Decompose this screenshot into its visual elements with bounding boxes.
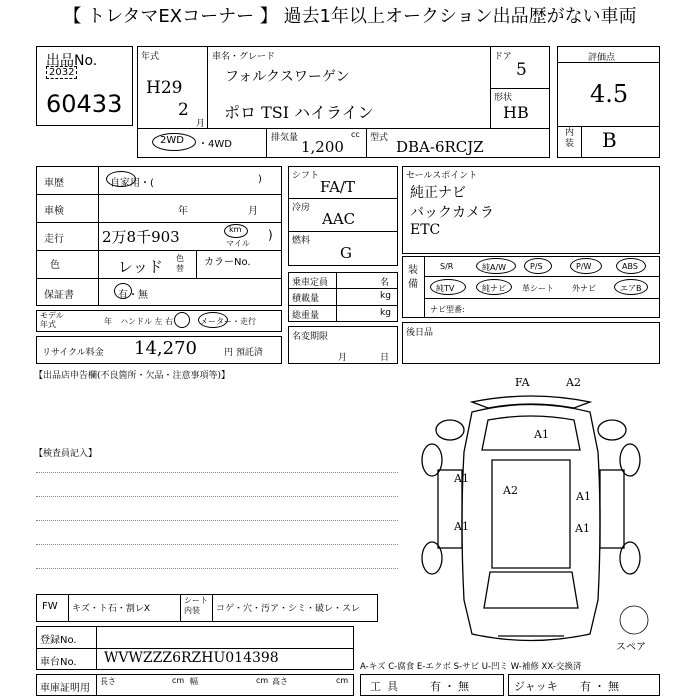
damage-legend: A-キズ C-腐食 E-エクボ S-サビ U-凹ミ W-補修 XX-交換済: [360, 662, 582, 672]
recorder-label: 後日品: [406, 328, 434, 338]
jack-label: ジャッキ: [514, 680, 558, 693]
model-change-handle: ハンドル 左 右: [120, 317, 174, 326]
recycle-value: 14,270: [134, 338, 197, 359]
drive-4wd: ・4WD: [198, 139, 232, 150]
model-code-value: DBA-6RCJZ: [396, 138, 484, 156]
ac-label: 冷房: [292, 203, 311, 213]
name-maker: フォルクスワーゲン: [225, 69, 350, 85]
history-value: 自家用・(: [110, 178, 154, 189]
tools-label: 工具: [370, 680, 404, 693]
equip-airbag: エアB: [620, 284, 642, 293]
doors-label: ドア: [494, 52, 512, 62]
warranty-label: 保証書: [44, 290, 74, 301]
equip-aw: 純A/W: [482, 263, 507, 272]
fw-legend: キズ・ト石・割レX: [72, 604, 150, 614]
sales-label: セールスポイント: [406, 171, 478, 181]
seat-legend: コゲ・穴・汚ア・シミ・破レ・スレ: [216, 604, 361, 614]
car-mark-a1-rl: A1: [454, 520, 469, 533]
interior-label: 内装: [565, 128, 575, 149]
cert-length: 長さ: [100, 677, 116, 686]
header-title: 【 トレタマEXコーナー 】 過去1年以上オークション出品歴がない車両: [63, 6, 637, 27]
equip-ps: P/S: [530, 262, 543, 271]
displacement-unit: cc: [351, 130, 360, 139]
month-value: 2: [178, 100, 189, 120]
name-change-label: 名変期限: [292, 332, 329, 342]
tools-value: 有・無: [430, 680, 472, 693]
cert-width: 幅: [190, 677, 198, 686]
car-mark-a1-hood: A1: [534, 428, 549, 441]
model-change-label: モデル年式: [40, 311, 64, 329]
spare-label: スペア: [616, 642, 646, 653]
warranty-circle: [114, 283, 132, 299]
equip-ext-navi: 外ナビ: [572, 284, 596, 293]
shape-label: 形状: [494, 93, 513, 103]
equip-navi-model: ナビ型番:: [430, 305, 465, 314]
equip-sr: S/R: [440, 262, 454, 271]
mileage-label: 走行: [44, 234, 64, 245]
recycle-unit: 円 預託済: [224, 348, 263, 358]
year-value: H29: [146, 78, 183, 98]
mileage-mile: マイル: [226, 239, 250, 248]
meter-circle: [198, 312, 228, 328]
model-code-label: 型式: [370, 133, 389, 143]
fw-label: FW: [42, 601, 58, 612]
jack-value: 有・無: [580, 680, 622, 693]
name-label: 車名・グレード: [212, 52, 276, 62]
handle-right-circle: [174, 312, 190, 328]
name-model: ポロ TSI ハイライン: [224, 103, 374, 122]
interior-value: B: [602, 128, 617, 152]
certificate-label: 車庫証明用: [40, 683, 90, 694]
lot-number: 60433: [46, 90, 123, 118]
name-change-day: 日: [380, 353, 390, 363]
load-unit: kg: [380, 291, 391, 301]
shape-value: HB: [503, 103, 529, 122]
inspection-year: 年: [178, 206, 188, 217]
displacement-label: 排気量: [271, 133, 299, 143]
history-circle: [106, 171, 136, 187]
color-no-label: カラーNo.: [204, 257, 251, 268]
lot-label: 出品No.: [46, 53, 98, 69]
car-diagram: [402, 372, 660, 652]
color-label: 色: [50, 260, 60, 271]
recycle-label: リサイクル料金: [42, 348, 104, 358]
model-change-year: 年: [104, 317, 112, 326]
score-label: 評価点: [588, 53, 616, 63]
ac-value: AAC: [322, 210, 356, 228]
displacement-value: 1,200: [301, 138, 344, 156]
capacity-unit: 名: [380, 278, 390, 288]
registration-label: 登録No.: [40, 635, 77, 646]
load-label: 積載量: [292, 294, 320, 304]
equipment-label: 装備: [408, 265, 418, 290]
car-mark-a2-top: A2: [566, 376, 581, 389]
history-label: 車歴: [44, 178, 64, 189]
recorder-box: [402, 322, 660, 364]
chassis-value: WVWZZZ6RZHU014398: [104, 650, 279, 666]
shift-label: シフト: [292, 171, 320, 181]
equip-pw: P/W: [576, 262, 592, 271]
drive-2wd: 2WD: [160, 135, 184, 146]
car-mark-a2-roof: A2: [503, 484, 518, 497]
mileage-value: 2万8千903: [102, 228, 180, 246]
notes-title: 【出品店申告欄(不良箇所・欠品・注意事項等)】: [34, 371, 231, 381]
score-value: 4.5: [590, 80, 629, 108]
gross-label: 総重量: [292, 311, 320, 321]
equip-tv: 純TV: [436, 284, 455, 293]
cert-height-unit: cm: [336, 676, 349, 685]
car-mark-a1-rr: A1: [575, 522, 590, 535]
seat-label: シート内装: [184, 596, 208, 615]
color-change: 色替: [176, 254, 184, 273]
name-change-month: 月: [338, 353, 348, 363]
fuel-value: G: [340, 244, 352, 262]
shift-value: FA/T: [320, 178, 355, 196]
car-mark-a1-left: A1: [454, 472, 469, 485]
sales-line-1: 純正ナビ: [410, 185, 466, 201]
warranty-value: 有・無: [118, 290, 148, 301]
car-mark-a1-right: A1: [576, 490, 591, 503]
equip-navi: 純ナビ: [482, 284, 506, 293]
chassis-label: 車台No.: [40, 657, 77, 668]
equip-leather: 革シート: [522, 284, 554, 293]
month-unit: 月: [196, 119, 206, 129]
doors-value: 5: [516, 60, 527, 80]
car-mark-fa: FA: [515, 376, 530, 389]
inspection-month: 月: [248, 206, 258, 217]
capacity-label: 乗車定員: [292, 278, 329, 288]
sales-line-3: ETC: [410, 222, 441, 238]
mileage-close: ): [268, 228, 273, 242]
inspection-label: 車検: [44, 206, 64, 217]
mileage-km: km: [229, 225, 242, 234]
fuel-label: 燃料: [292, 236, 311, 246]
sales-line-2: バックカメラ: [410, 205, 494, 221]
gross-unit: kg: [380, 308, 391, 318]
year-label: 年式: [141, 52, 160, 62]
lot-sub: 2032: [46, 66, 77, 79]
history-close: ): [258, 174, 262, 185]
cert-width-unit: cm: [256, 676, 269, 685]
cert-height: 高さ: [272, 677, 288, 686]
color-value: レッド: [118, 258, 163, 276]
equip-abs: ABS: [622, 262, 638, 271]
cert-length-unit: cm: [172, 676, 185, 685]
model-change-meter: メーター・走行: [200, 317, 256, 326]
inspector-label: 【検査員記入】: [34, 449, 98, 459]
